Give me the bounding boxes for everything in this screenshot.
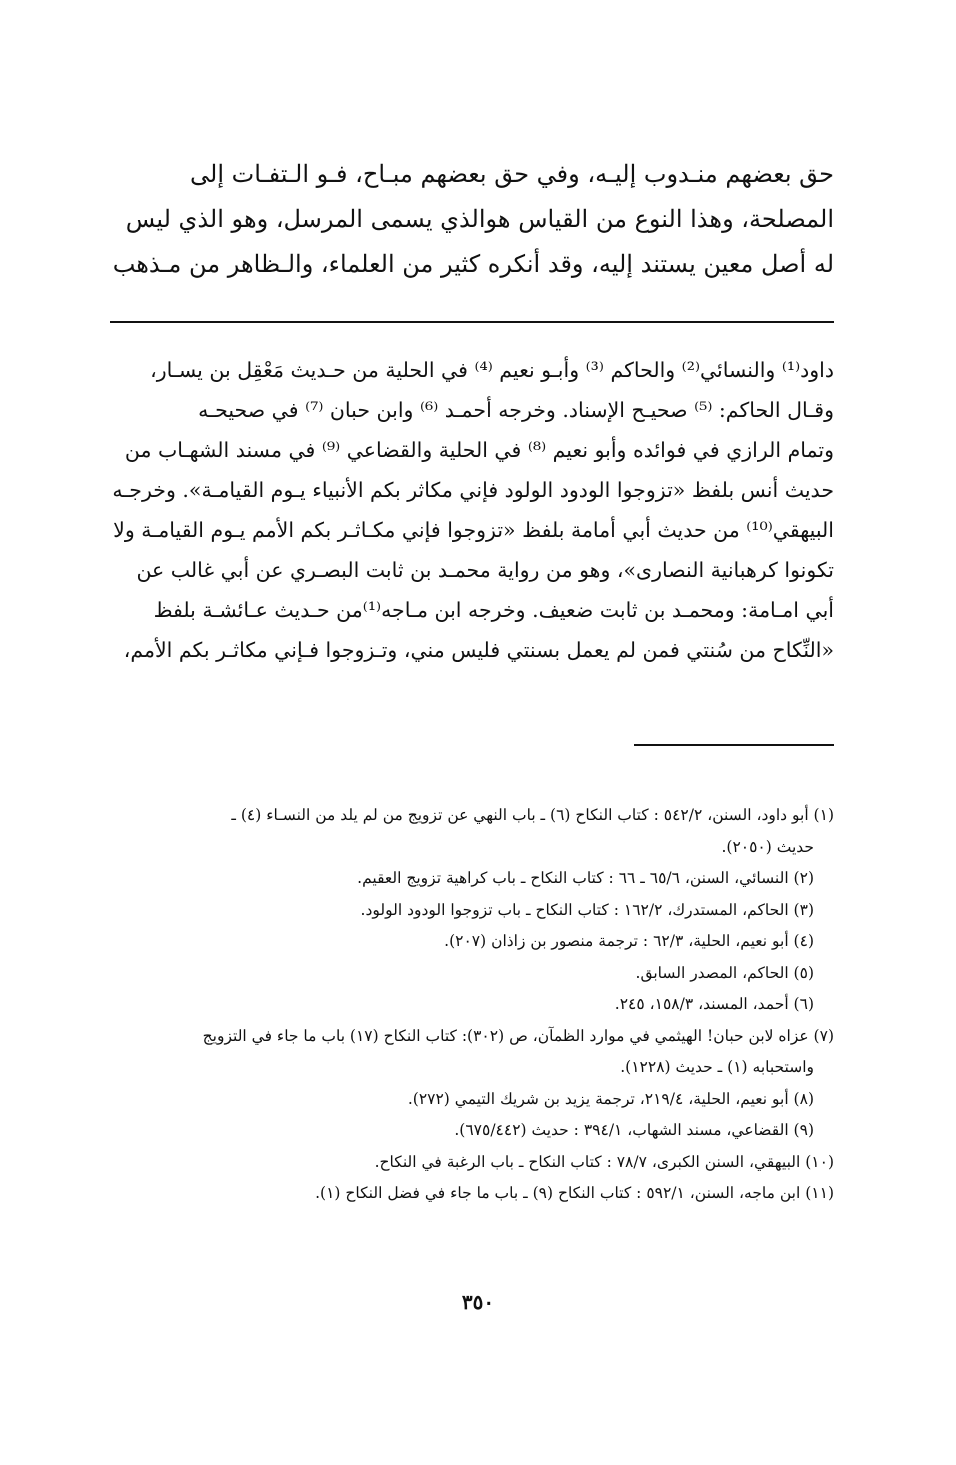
- page-number: ٣٥٠: [461, 1290, 495, 1314]
- commentary-line: داود⁽¹⁾ والنسائي⁽²⁾ والحاكم ⁽³⁾ وأبـو نعيم ⁽⁴⁾ في الحلية من حـديث مَعْقِل بن يسـار،: [150, 358, 834, 382]
- footnote-separator-rule: [634, 744, 834, 746]
- commentary-line: وتمام الرازي في فوائده وأبو نعيم ⁽⁸⁾ في الحلية والقضاعي ⁽⁹⁾ في مسند الشهـاب من: [124, 438, 834, 462]
- commentary-line: حديث أنس بلفظ «تزوجوا الودود الولود فإني مكاثر بكم الأنبياء يـوم القيامـة». وخرجـه: [112, 478, 834, 502]
- main-text-line: له أصل معين يستند إليه، وقد أنكره كثير من العلماء، والـظاهر من مـذهب: [112, 250, 834, 278]
- footnote-continuation: حديث (٢٠٥٠).: [721, 837, 814, 856]
- footnote-6: (٦) أحمد، المسند، ١٥٨/٣، ٢٤٥.: [614, 995, 814, 1013]
- main-text-line: المصلحة، وهذا النوع من القياس هوالذي يسمى المرسل، وهو الذي ليس: [125, 205, 834, 233]
- footnote-5: (٥) الحاكم، المصدر السابق.: [635, 963, 814, 982]
- commentary-text-block: [110, 350, 834, 670]
- footnote-1: [110, 800, 834, 863]
- footnote-3: (٣) الحاكم، المستدرك، ١٦٢/٢ : كتاب النكاح ـ باب تزوجوا الودود الولود.: [360, 900, 814, 919]
- footnote-10: (١٠) البيهقي، السنن الكبرى، ٧٨/٧ : كتاب النكاح ـ باب الرغبة في النكاح.: [374, 1152, 834, 1171]
- footnote-9: (٩) القضاعي، مسند الشهاب، ٣٩٤/١ : حديث (٦٧٥/٤٤٢).: [454, 1121, 814, 1139]
- footnote-2: (٢) النسائي، السنن، ٦٥/٦ ـ ٦٦ : كتاب النكاح ـ باب كراهية تزويج العقيم.: [357, 869, 814, 887]
- main-text-block: [110, 152, 834, 287]
- footnote-7: [110, 1021, 834, 1084]
- commentary-line: أبي امـامة: ومحمـد بن ثابت ضعيف. وخرجه ابن مـاجه⁽¹⁾من حـديث عـائشـة بلفظ: [153, 598, 834, 622]
- commentary-line: «النِّكاح من سُنتي فمن لم يعمل بسنتي فليس مني، وتـزوجوا فـإني مكاثـر بكم الأمم،: [123, 638, 834, 662]
- main-text-line: حق بعضهم منـدوب إليـه، وفي حق بعضهم مبـاح، فـو الـتفـات إلى: [190, 160, 834, 188]
- footnote-text: (١) أبو داود، السنن، ٥٤٢/٢ : كتاب النكاح (٦) ـ باب النهي عن تزويج من لم يلد من النسـاء (٤) ـ: [231, 806, 834, 824]
- commentary-line: تكونوا كرهبانية النصارى»، وهو من رواية محمـد بن ثابت البصـري عن أبي غالب عن: [136, 558, 834, 582]
- footnotes-block: [110, 800, 834, 1210]
- separator-rule: [110, 321, 834, 323]
- footnote-11: (١١) ابن ماجه، السنن، ٥٩٢/١ : كتاب النكاح (٩) ـ باب ما جاء في فضل النكاح (١).: [315, 1184, 834, 1202]
- commentary-line: البيهقي⁽¹⁰⁾ من حديث أبي أمامة بلفظ «تزوجوا فإني مكـاثـر بكم الأمم يـوم القيامـة ولا: [113, 518, 834, 542]
- footnote-text: (٧) عزاه لابن حبان! الهيثمي في موارد الظمآن، ص (٣٠٢): كتاب النكاح (١٧) باب ما جاء في التزويج: [202, 1026, 834, 1045]
- footnote-continuation: واستحبابه (١) ـ حديث (١٢٢٨).: [620, 1058, 814, 1076]
- footnote-8: (٨) أبو نعيم، الحلية، ٢١٩/٤، ترجمة يزيد بن شريك التيمي (٢٧٢).: [407, 1089, 814, 1108]
- commentary-line: وقـال الحاكم: ⁽⁵⁾ صحيـح الإسناد. وخرجه أحمـد ⁽⁶⁾ وابن حبان ⁽⁷⁾ في صحيحـه: [198, 398, 834, 422]
- footnote-4: (٤) أبو نعيم، الحلية، ٦٢/٣ : ترجمة منصور بن زاذان (٢٠٧).: [444, 932, 814, 950]
